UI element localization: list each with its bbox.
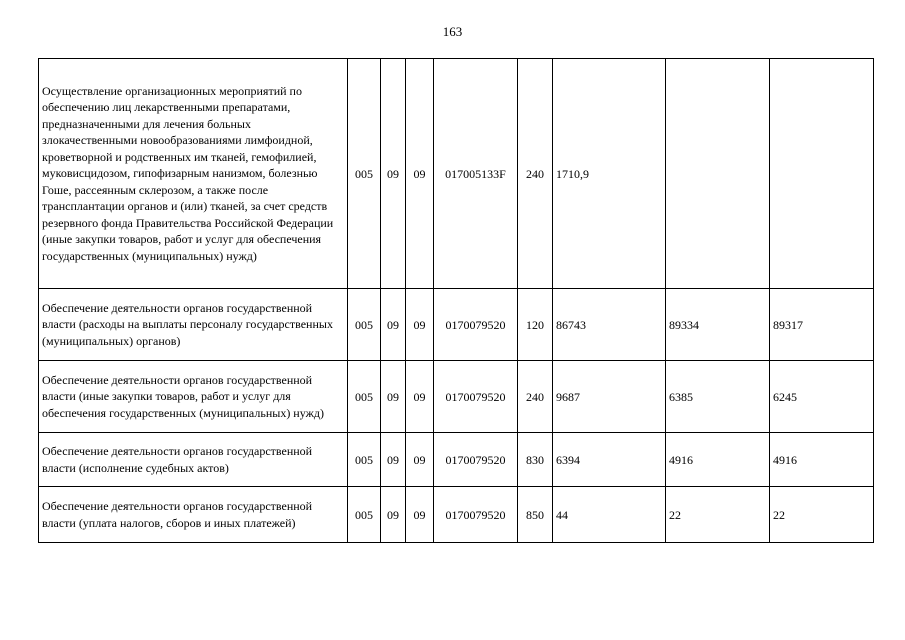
ministry-code: 005 xyxy=(348,289,381,361)
target-article-code: 0170079520 xyxy=(434,361,518,433)
expense-type-code: 240 xyxy=(518,59,553,289)
amount-year-2: 89334 xyxy=(666,289,770,361)
page-number: 163 xyxy=(442,24,463,39)
table-row xyxy=(39,59,874,289)
row-description: Обеспечение деятельности органов государственной власти (уплата налогов, сборов и иных платежей) xyxy=(39,487,348,543)
row-description: Обеспечение деятельности органов государственной власти (исполнение судебных актов) xyxy=(39,433,348,487)
target-article-code: 0170079520 xyxy=(434,289,518,361)
expense-type-code: 850 xyxy=(518,487,553,543)
ministry-code: 005 xyxy=(348,361,381,433)
subsection-code: 09 xyxy=(406,361,434,433)
amount-year-3: 6245 xyxy=(770,361,874,433)
amount-year-1: 44 xyxy=(553,487,666,543)
amount-year-3 xyxy=(770,59,874,289)
amount-year-2: 6385 xyxy=(666,361,770,433)
expense-type-code: 120 xyxy=(518,289,553,361)
amount-year-1: 86743 xyxy=(553,289,666,361)
table-row xyxy=(39,289,874,361)
subsection-code: 09 xyxy=(406,289,434,361)
amount-year-2: 4916 xyxy=(666,433,770,487)
table-row xyxy=(39,361,874,433)
target-article-code: 017005133F xyxy=(434,59,518,289)
target-article-code: 0170079520 xyxy=(434,433,518,487)
section-code: 09 xyxy=(381,59,406,289)
subsection-code: 09 xyxy=(406,59,434,289)
row-description: Обеспечение деятельности органов государственной власти (расходы на выплаты персоналу государственных (муниципальных) органов) xyxy=(39,289,348,361)
section-code: 09 xyxy=(381,289,406,361)
section-code: 09 xyxy=(381,361,406,433)
subsection-code: 09 xyxy=(406,487,434,543)
amount-year-1: 6394 xyxy=(553,433,666,487)
amount-year-3: 4916 xyxy=(770,433,874,487)
ministry-code: 005 xyxy=(348,59,381,289)
row-description: Осуществление организационных мероприятий по обеспечению лиц лекарственными препаратами, предназначенными для лечения больных злокачественными новообразованиями лимфоидной, кроветворной и родственных им тканей, гемофилией, муковисцидозом, гипофизарным нанизмом, болезнью Гоше, рассеянным склерозом, а также после трансплантации органов и (или) тканей, за счет средств резервного фонда Правительства Российской Федерации (иные закупки товаров, работ и услуг для обеспечения государственных (муниципальных) нужд) xyxy=(39,59,348,289)
amount-year-2 xyxy=(666,59,770,289)
budget-table xyxy=(38,58,874,543)
expense-type-code: 240 xyxy=(518,361,553,433)
target-article-code: 0170079520 xyxy=(434,487,518,543)
ministry-code: 005 xyxy=(348,487,381,543)
amount-year-3: 89317 xyxy=(770,289,874,361)
table-row xyxy=(39,487,874,543)
amount-year-2: 22 xyxy=(666,487,770,543)
ministry-code: 005 xyxy=(348,433,381,487)
amount-year-3: 22 xyxy=(770,487,874,543)
expense-type-code: 830 xyxy=(518,433,553,487)
subsection-code: 09 xyxy=(406,433,434,487)
table-row xyxy=(39,433,874,487)
row-description: Обеспечение деятельности органов государственной власти (иные закупки товаров, работ и услуг для обеспечения государственных (муниципальных) нужд) xyxy=(39,361,348,433)
amount-year-1: 9687 xyxy=(553,361,666,433)
amount-year-1: 1710,9 xyxy=(553,59,666,289)
section-code: 09 xyxy=(381,433,406,487)
section-code: 09 xyxy=(381,487,406,543)
